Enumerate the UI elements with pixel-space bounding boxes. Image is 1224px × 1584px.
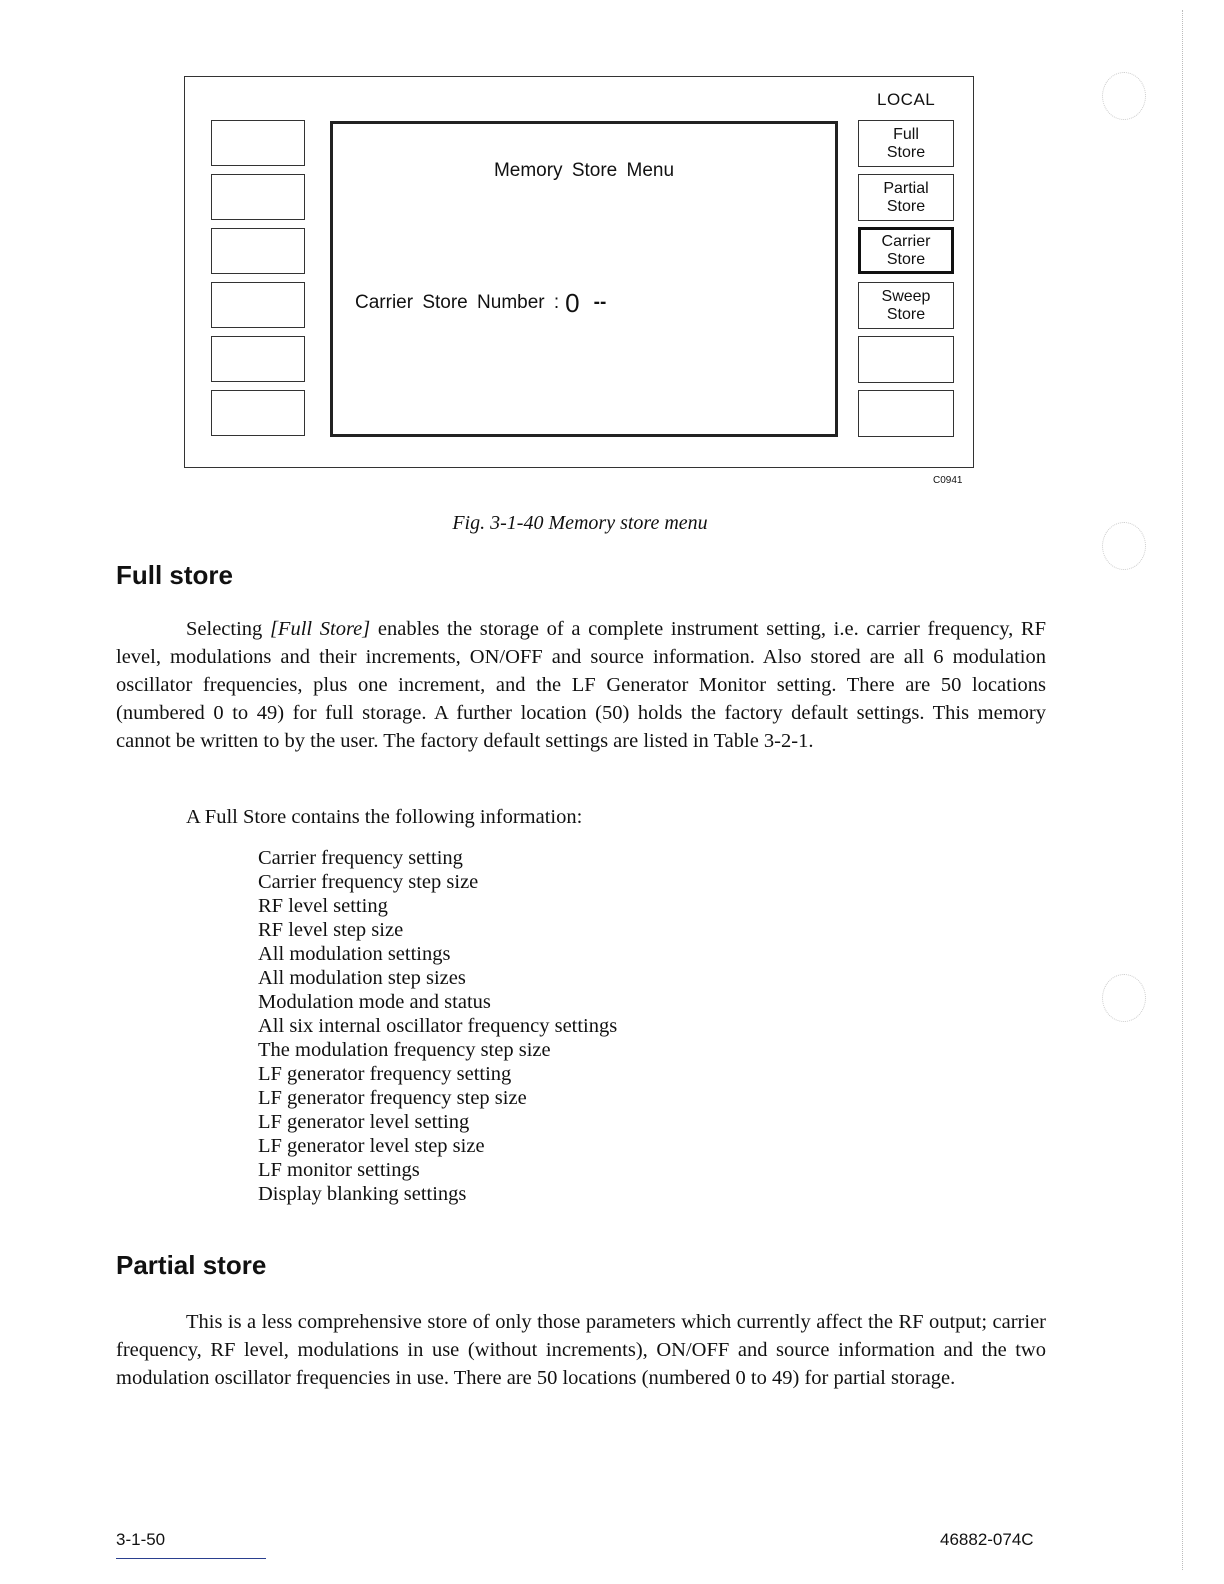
document-number: 46882-074C — [940, 1530, 1034, 1549]
list-item: Carrier frequency step size — [258, 871, 479, 893]
local-status-label: LOCAL — [877, 90, 936, 109]
list-item: LF generator frequency setting — [258, 1063, 512, 1085]
left-softkey-2[interactable] — [211, 174, 305, 220]
list-item: All modulation settings — [258, 943, 451, 965]
punch-hole-top — [1102, 72, 1146, 120]
list-item: All modulation step sizes — [258, 967, 466, 989]
list-item: LF monitor settings — [258, 1159, 420, 1181]
sweep-store-softkey[interactable]: Sweep Store — [858, 282, 954, 329]
full-store-heading: Full store — [116, 560, 234, 590]
list-item: LF generator level step size — [258, 1135, 485, 1157]
list-item: RF level setting — [258, 895, 388, 917]
list-item: LF generator frequency step size — [258, 1087, 527, 1109]
page-edge-line — [1182, 10, 1183, 1570]
full-store-softkey[interactable]: Full Store — [858, 120, 954, 167]
memory-store-menu-figure — [184, 76, 974, 468]
list-item: RF level step size — [258, 919, 404, 941]
list-item: Modulation mode and status — [258, 991, 491, 1013]
carrier-store-softkey[interactable]: Carrier Store — [858, 227, 954, 274]
left-softkey-3[interactable] — [211, 228, 305, 274]
figure-caption: Fig. 3-1-40 Memory store menu — [452, 512, 708, 534]
paragraph-text-start: Selecting — [186, 618, 270, 640]
full-store-key-reference: [Full Store] — [269, 618, 371, 640]
full-store-intro: A Full Store contains the following information: — [186, 806, 583, 828]
list-item: Carrier frequency setting — [258, 847, 463, 869]
partial-store-paragraph: This is a less comprehensive store of only those parameters which currently affect the RF output; carrier frequency, RF level, modulations in use (without increments), ON/OFF and source information and the two modulation oscillator frequencies in use. There are 50 locations (numbered 0 to 49) for partial storage. — [116, 1311, 1046, 1389]
left-softkey-5[interactable] — [211, 336, 305, 382]
paragraph-text-end: enables the storage of a complete instrument setting, i.e. carrier frequency, RF level, modulations and their increments, ON/OFF and source information. Also stored are all 6 modulation oscillator frequencies, plus one increment, and the LF Generator Monitor setting. There are 50 locations (numbered 0 to 49) for full storage. A further location (50) holds the factory default settings. This memory cannot be written to by the user. The factory default settings are listed in Table 3-2-1. — [116, 618, 1046, 752]
list-item: The modulation frequency step size — [258, 1039, 551, 1061]
full-store-info-list — [258, 846, 617, 1206]
field-value[interactable]: 0 — [565, 288, 580, 318]
right-softkey-5[interactable] — [858, 336, 954, 383]
page-number: 3-1-50 — [116, 1530, 166, 1549]
partial-store-heading: Partial store — [116, 1250, 267, 1280]
list-item: All six internal oscillator frequency settings — [258, 1015, 618, 1037]
punch-hole-middle — [1102, 522, 1146, 570]
left-softkey-4[interactable] — [211, 282, 305, 328]
partial-store-softkey[interactable]: Partial Store — [858, 174, 954, 221]
list-item: Display blanking settings — [258, 1183, 467, 1205]
left-softkey-1[interactable] — [211, 120, 305, 166]
punch-hole-bottom — [1102, 974, 1146, 1022]
carrier-store-number-field — [355, 288, 606, 319]
footer-rule — [116, 1558, 266, 1559]
list-item: LF generator level setting — [258, 1111, 470, 1133]
screen-title: Memory Store Menu — [493, 160, 675, 181]
right-softkey-6[interactable] — [858, 390, 954, 437]
figure-code: C0941 — [933, 475, 963, 486]
field-label: Carrier Store Number : — [355, 292, 560, 313]
left-softkey-6[interactable] — [211, 390, 305, 436]
full-store-paragraph — [116, 615, 1046, 755]
display-screen — [330, 121, 838, 437]
field-cursor: -- — [593, 292, 607, 313]
